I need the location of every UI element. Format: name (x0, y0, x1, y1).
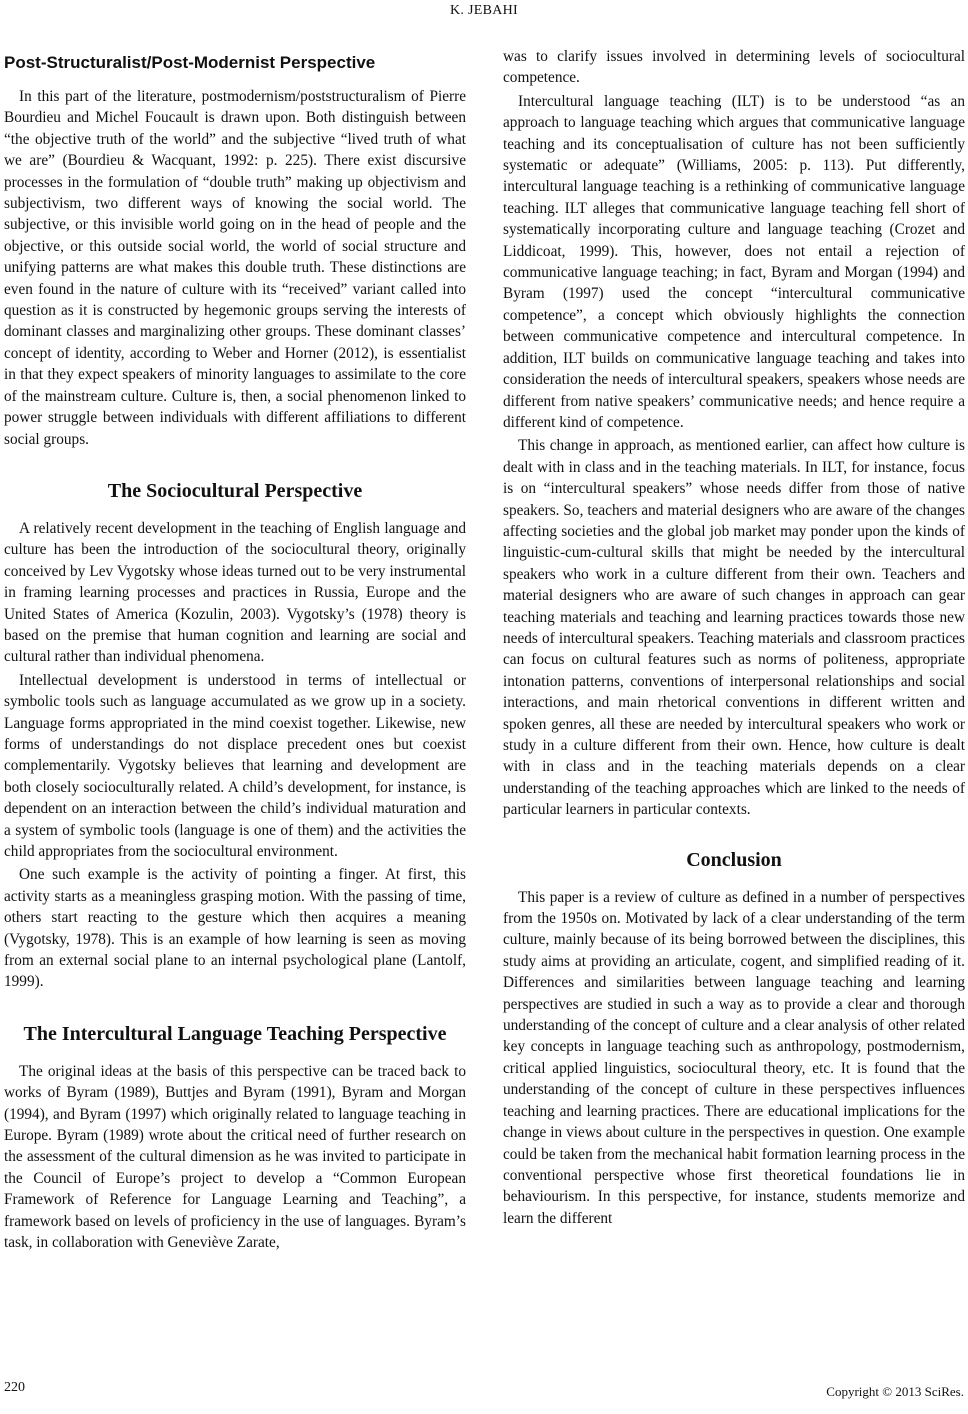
page-number: 220 (4, 1380, 25, 1395)
paragraph: Intercultural language teaching (ILT) is to be understood “as an approach to language teaching which argues that communicative language teaching and its conceptualisation of culture has not been sufficiently systematic or adequate” (Williams, 2005: p. 113). Put differently, intercultural language teaching is a rethinking of communicative language teaching. ILT alleges that communicative language teaching fell short of systematically incorporating culture and language teaching (Crozet and Liddicoat, 1999). This, however, does not entail a rejection of communicative language teaching; in fact, Byram and Morgan (1994) and Byram (1997) used the concept “intercultural communicative competence”, a concept which obviously highlights the connection between communicative competence and intercultural competence. In addition, ILT builds on communicative language teaching and takes into consideration the needs of intercultural speakers, speakers whose needs are different from native speakers’ communicative needs; and hence require a different kind of competence. (503, 92, 965, 431)
paragraph: In this part of the literature, postmodernism/poststructuralism of Pierre Bourdieu and Michel Foucault is drawn upon. Both distinguish between “the objective truth of the world” and the subjective “lived truth of what we are” (Bourdieu & Wacquant, 1992: p. 225). There exist discursive processes in the formulation of “double truth” making up objectivism and subjectivism, two different ways of knowing the social world. The subjective, or this invisible world going on in the head of people and the objective, or this outside social world, the world of social structure and unifying patterns are what makes this double truth. These distinctions are even found in the nature of culture with its “received” variant called into question as it is constructed by hegemonic groups serving the interests of dominant classes and marginalizing other groups. These dominant classes’ concept of identity, according to Weber and Horner (2012), is essentialist in that they expect speakers of minority languages to assimilate to the core of the mainstream culture. Culture is, then, a social phenomenon linked to power struggle between individuals with different affiliations to different social groups. (4, 88, 466, 448)
section-heading-conclusion: Conclusion (686, 848, 782, 871)
copyright-notice: Copyright © 2013 SciRes. (826, 1384, 964, 1399)
paragraph: Intellectual development is understood in terms of intellectual or symbolic tools such as language accumulated as we grow up in a society. Language forms appropriated in the mind coexist together. Likewise, new forms of understandings do not displace precedent ones but coexist complementarily. Vygotsky believes that learning and development are both closely socioculturally related. A child’s development, for instance, is dependent on an interaction between the child’s individual maturation and a system of symbolic tools (language is one of them) and the activities the child appropriates from the sociocultural environment. (4, 671, 466, 860)
paragraph: The original ideas at the basis of this perspective can be traced back to works of Byram (1989), Buttjes and Byram (1991), Byram and Morgan (1994), and Byram (1997) which originally related to language teaching in Europe. Byram (1989) wrote about the critical need of further research on the assessment of the cultural dimension as he was invited to participate in the Council of Europe’s project to develop a “Common European Framework of Reference for Language Learning and Teaching”, a framework based on levels of proficiency in the use of languages. Byram’s task, in collaboration with Geneviève Zarate, (4, 1062, 466, 1252)
section-heading-poststructuralist: Post-Structuralist/Post-Modernist Perspective (4, 53, 376, 72)
right-column (503, 46, 965, 1229)
running-head: K. JEBAHI (449, 3, 519, 18)
section-heading-intercultural: The Intercultural Language Teaching Perspective (23, 1022, 447, 1045)
paragraph: One such example is the activity of pointing a finger. At first, this activity starts as a meaningless grasping motion. With the passing of time, others start reacting to the gesture which then acquires a meaning (Vygotsky, 1978). This is an example of how learning is seen as moving from an external social plane to an internal psychological plane (Lantolf, 1999). (4, 866, 466, 991)
paragraph-continued: was to clarify issues involved in determining levels of sociocultural competence. (503, 48, 965, 87)
paragraph: This paper is a review of culture as defined in a number of perspectives from the 1950s on. Motivated by lack of a clear understanding of the term culture, mainly because of its being borrowed between the disciplines, this study aims at providing an articulate, cogent, and simplified reading of it. Differences and similarities between language teaching and learning perspectives are studied in such a way as to provide a clear and thorough understanding of the concept of culture and a clear analysis of other related key concepts in language teaching such as anthropology, postmodernism, critical applied linguistics, sociocultural theory, etc. It is found that the understanding of the concept of culture in these perspectives influences teaching and learning practices. There are educational implications for the change in views about culture in the perspectives in question. One example could be taken from the mechanical habit formation learning process in the conventional perspective whose first theoretical foundations lie in behaviourism. In this perspective, for instance, students memorize and learn the different (503, 888, 965, 1227)
section-heading-sociocultural: The Sociocultural Perspective (107, 479, 363, 502)
paragraph: This change in approach, as mentioned earlier, can affect how culture is dealt with in class and in the teaching materials. In ILT, for instance, focus is on “intercultural speakers” whose needs differ from those of native speakers. So, teachers and material designers who are aware of the changes affecting societies and the global job market may ponder upon the kinds of linguistic-cum-cultural skills that might be needed by the intercultural speakers who work in a culture different from their own. Teachers and material designers who are aware of such changes in approach can gear teaching materials and teaching and learning practices towards those new needs of intercultural speakers. Teaching materials and classroom practices can focus on cultural features such as norms of politeness, appropriate intonation patterns, conventions of interpersonal relationships and social interactions, and main rhetorical conventions in different written and spoken genres, all these are needed by intercultural speakers who work or study in a culture different from their own. Hence, how culture is dealt with in class and in the teaching materials depends on a clear understanding of the teaching approaches which are linked to the needs of particular learners in particular contexts. (503, 437, 965, 819)
left-column (4, 46, 466, 1254)
paragraph: A relatively recent development in the teaching of English language and culture has been the introduction of the sociocultural theory, originally conceived by Lev Vygotsky whose ideas turned out to be very instrumental in framing learning processes and practices in Russia, Europe and the United States of America (Kozulin, 2003). Vygotsky’s (1978) theory is based on the premise that human cognition and learning are social and cultural rather than individual phenomena. (4, 519, 466, 666)
